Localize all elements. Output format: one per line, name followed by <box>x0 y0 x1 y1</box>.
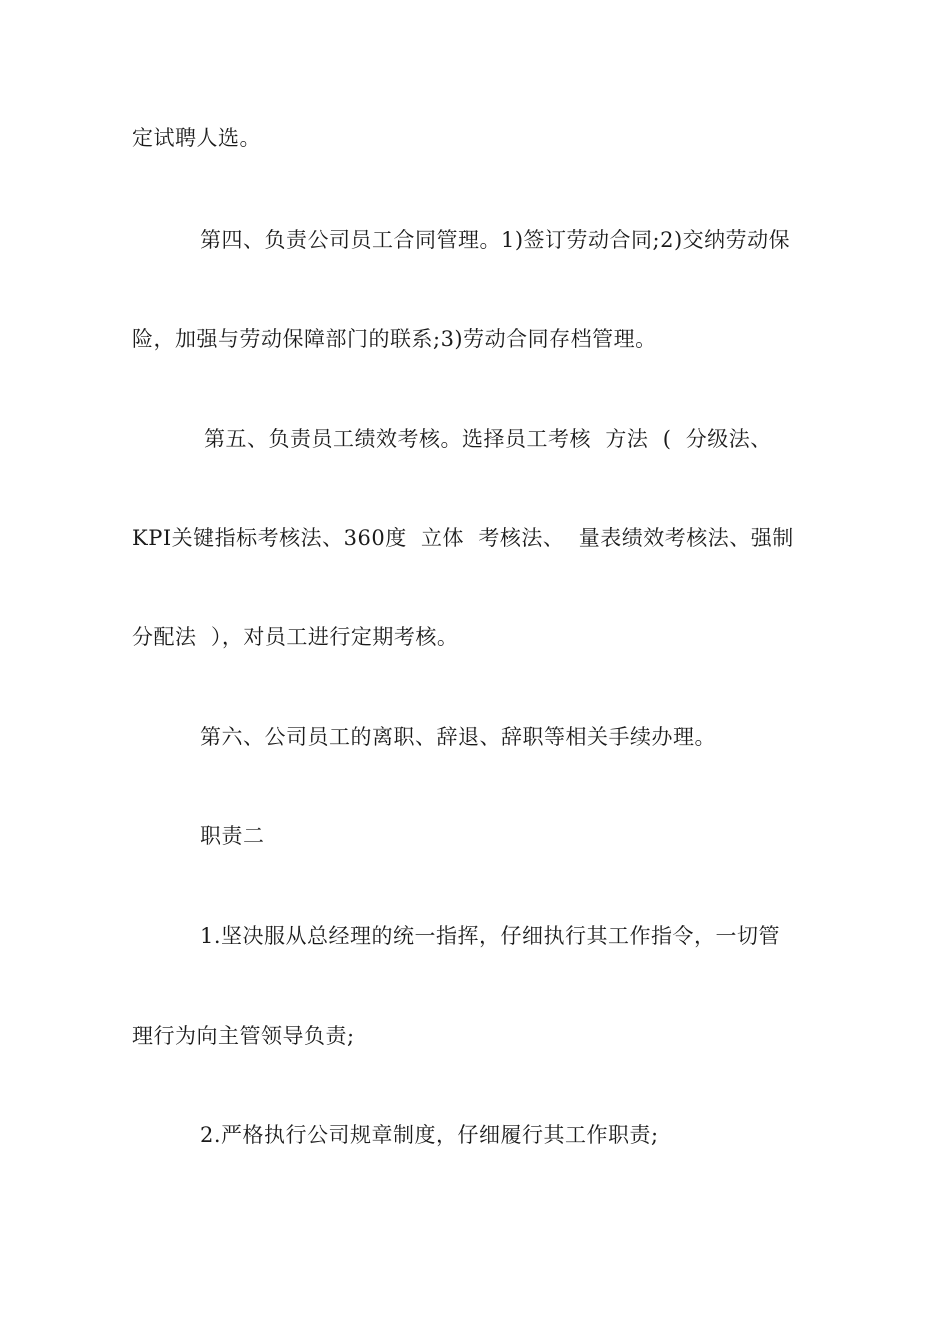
text-line: KPI关键指标考核法、360度 立体 考核法、 量表绩效考核法、强制 <box>132 526 794 550</box>
text-line: 险，加强与劳动保障部门的联系;3)劳动合同存档管理。 <box>132 327 657 351</box>
section-heading: 职责二 <box>200 824 265 848</box>
text-line: 定试聘人选。 <box>132 126 261 150</box>
text-line: 1.坚决服从总经理的统一指挥，仔细执行其工作指令，一切管 <box>200 924 781 948</box>
text-line: 第六、公司员工的离职、辞退、辞职等相关手续办理。 <box>200 725 716 749</box>
text-line: 第五、负责员工绩效考核。选择员工考核 方法 ( 分级法、 <box>204 427 772 451</box>
text-line: 2.严格执行公司规章制度，仔细履行其工作职责; <box>200 1123 659 1147</box>
text-line: 分配法 ），对员工进行定期考核。 <box>132 625 459 649</box>
text-line: 理行为向主管领导负责; <box>132 1024 355 1048</box>
text-line: 第四、负责公司员工合同管理。1)签订劳动合同;2)交纳劳动保 <box>200 228 791 252</box>
